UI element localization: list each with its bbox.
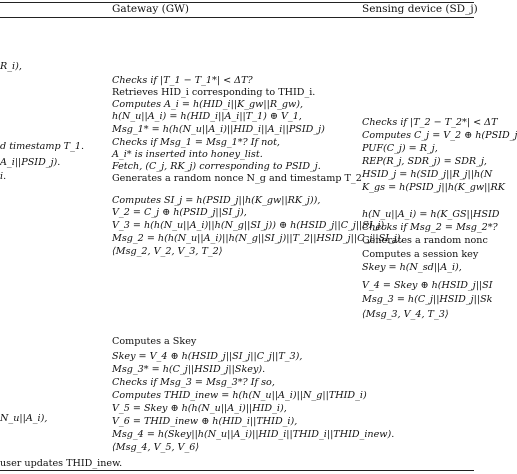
sensing-step: PUF(C_j) = R_j, xyxy=(362,143,438,154)
gateway-step: A_i* is inserted into honey_list. xyxy=(112,149,263,160)
gateway-step: Skey = V_4 ⊕ h(HSID_j||SI_j||C_j||T_3), xyxy=(112,351,303,362)
sensing-message: ⟨Msg_3, V_4, T_3⟩ xyxy=(362,309,449,320)
left-fragment: d timestamp T_1. xyxy=(0,141,85,152)
sensing-step: Computes C_j = V_2 ⊕ h(PSID_j xyxy=(362,130,517,141)
gateway-step: Computes THID_inew = h(h(N_u||A_i)||N_g||THID_i) xyxy=(112,390,367,401)
gateway-step: Computes a Skey xyxy=(112,336,197,347)
gateway-step: Checks if |T_1 − T_1*| < ΔT? xyxy=(112,75,253,86)
sensing-step: REP(R_j, SDR_j) = SDR_j, xyxy=(362,156,487,167)
gateway-step: h(N_u||A_i) = h(HID_i||A_i||T_1) ⊕ V_1, xyxy=(112,111,302,122)
sensing-step: V_4 = Skey ⊕ h(HSID_j||SI xyxy=(362,280,493,291)
sensing-step: K_gs = h(PSID_j||h(K_gw||RK xyxy=(362,182,505,193)
sensing-step: Msg_3 = h(C_j||HSID_j||Sk xyxy=(362,294,493,305)
gateway-step: V_3 = h(h(N_u||A_i)||h(N_g||SI_j)) ⊕ h(HSID_j||C_j||SI_j), xyxy=(112,220,388,231)
sensing-step: Checks if Msg_2 = Msg_2*? xyxy=(362,222,498,233)
table-bottom-rule xyxy=(0,470,474,471)
gateway-header: Gateway (GW) xyxy=(112,3,189,15)
gateway-step: Msg_1* = h(h(N_u||A_i)||HID_i||A_i||PSID_j) xyxy=(112,124,325,135)
gateway-step: Msg_2 = h(h(N_u||A_i)||h(N_g||SI_j)||T_2||HSID_j||C_j||SI_j), xyxy=(112,233,404,244)
gateway-step: Msg_4 = h(Skey||h(N_u||A_i)||HID_i||THID_i||THID_inew). xyxy=(112,429,395,440)
sensing-step: Checks if |T_2 − T_2*| < ΔT xyxy=(362,117,498,128)
left-fragment: R_i), xyxy=(0,61,22,72)
gateway-step: Generates a random nonce N_g and timestamp T_2 xyxy=(112,173,362,184)
sensing-step: Generates a random nonc xyxy=(362,235,488,246)
gateway-step: Msg_3* = h(C_j||HSID_j||Skey). xyxy=(112,364,266,375)
gateway-step: Checks if Msg_1 = Msg_1*? If not, xyxy=(112,137,280,148)
sensing-step: h(N_u||A_i) = h(K_GS||HSID xyxy=(362,209,500,220)
gateway-step: V_5 = Skey ⊕ h(h(N_u||A_i)||HID_i), xyxy=(112,403,287,414)
left-fragment: N_u||A_i), xyxy=(0,413,48,424)
header-rule xyxy=(0,17,474,18)
sensing-step: Computes a session key xyxy=(362,249,479,260)
gateway-step: Computes SI_j = h(PSID_j||h(K_gw||RK_j)), xyxy=(112,195,321,206)
sensing-step: HSID_j = h(SID_j||R_j||h(N xyxy=(362,169,493,180)
left-fragment: i. xyxy=(0,171,7,182)
gateway-step: Computes A_i = h(HID_i||K_gw||R_gw), xyxy=(112,99,304,110)
gateway-message: ⟨Msg_4, V_5, V_6⟩ xyxy=(112,442,200,453)
left-fragment: user updates THID_inew. xyxy=(0,458,123,469)
gateway-step: Checks if Msg_3 = Msg_3*? If so, xyxy=(112,377,275,388)
gateway-step: V_2 = C_j ⊕ h(PSID_j||SI_j), xyxy=(112,207,247,218)
gateway-step: V_6 = THID_inew ⊕ h(HID_i||THID_i), xyxy=(112,416,298,427)
gateway-message: ⟨Msg_2, V_2, V_3, T_2⟩ xyxy=(112,246,223,257)
gateway-step: Fetch, (C_j, RK_j) corresponding to PSID_j. xyxy=(112,161,321,172)
left-fragment: A_i||PSID_j). xyxy=(0,157,61,168)
sensing-device-header: Sensing device (SD_j) xyxy=(362,3,478,15)
gateway-step: Retrieves HID_i corresponding to THID_i. xyxy=(112,87,316,98)
sensing-step: Skey = h(N_sd||A_i), xyxy=(362,262,462,273)
